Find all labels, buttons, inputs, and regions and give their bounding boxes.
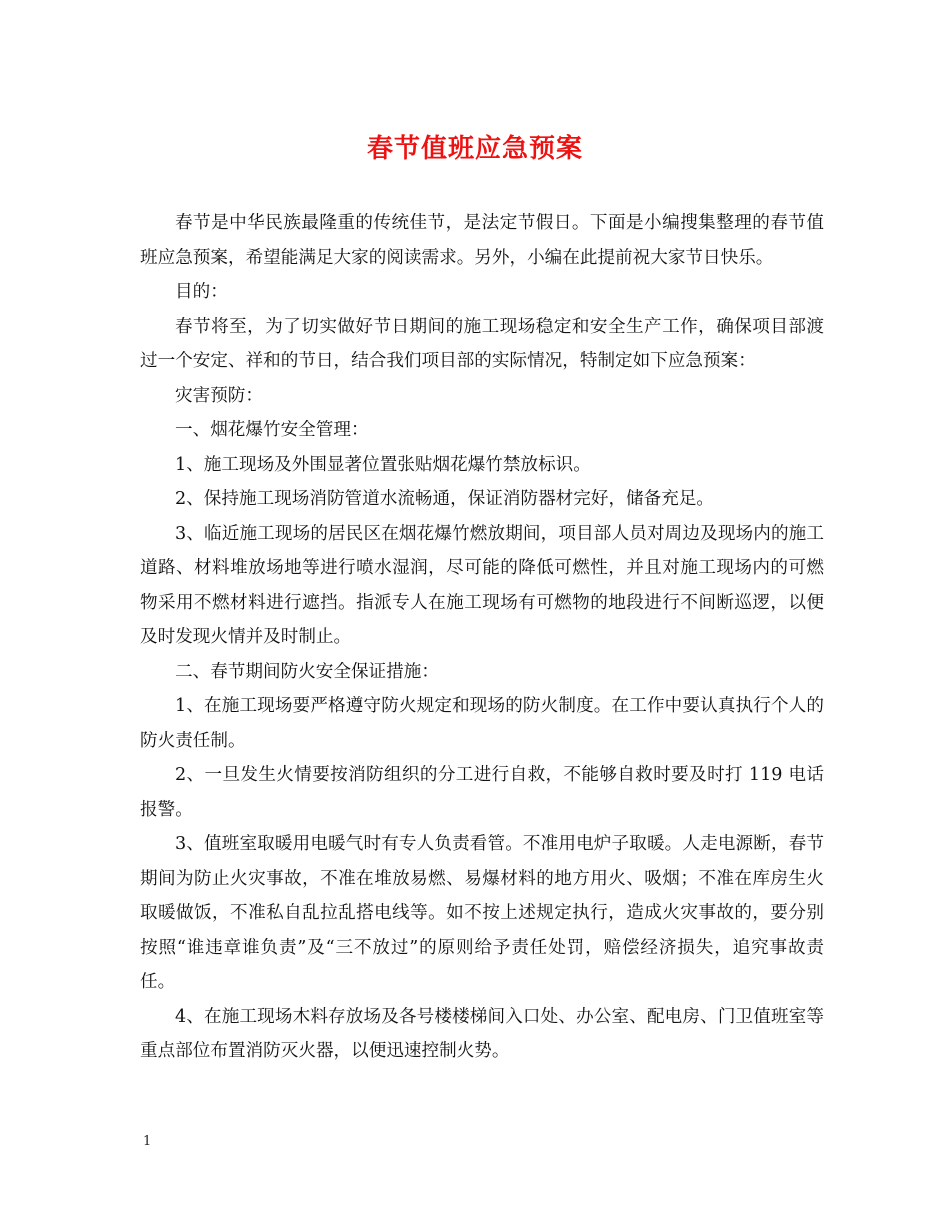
paragraph-disaster-prevention-heading: 灾害预防： <box>175 385 263 406</box>
paragraph-fire-safety-1: 1、在施工现场要严格遵守防火规定和现场的防火制度。在工作中要认真执行个人的防火责任制。 <box>140 696 824 751</box>
document-body <box>140 206 824 1069</box>
document-title: 春节值班应急预案 <box>366 134 583 164</box>
paragraph-fire-safety-4: 4、在施工现场木料存放场及各号楼楼梯间入口处、办公室、配电房、门卫值班室等重点部位布置消防灭火器，以便迅速控制火势。 <box>140 1006 824 1061</box>
paragraph-purpose: 春节将至，为了切实做好节日期间的施工现场稳定和安全生产工作，确保项目部渡过一个安定、祥和的节日，结合我们项目部的实际情况，特制定如下应急预案： <box>140 316 824 371</box>
section-heading-fire-safety: 二、春节期间防火安全保证措施： <box>175 661 439 682</box>
page-number: 1 <box>143 1134 152 1149</box>
paragraph-fire-safety-2: 2、一旦发生火情要按消防组织的分工进行自救，不能够自救时要及时打 119 电话报警。 <box>140 765 824 820</box>
paragraph-fireworks-2: 2、保持施工现场消防管道水流畅通，保证消防器材完好，储备充足。 <box>175 489 715 509</box>
paragraph-fireworks-1: 1、施工现场及外围显著位置张贴烟花爆竹禁放标识。 <box>175 454 591 475</box>
paragraph-purpose-heading: 目的： <box>175 282 228 302</box>
section-heading-fireworks: 一、烟花爆竹安全管理： <box>175 420 369 440</box>
paragraph-intro: 春节是中华民族最隆重的传统佳节，是法定节假日。下面是小编搜集整理的春节值班应急预案，希望能满足大家的阅读需求。另外，小编在此提前祝大家节日快乐。 <box>140 213 824 268</box>
paragraph-fire-safety-3: 3、值班室取暖用电暖气时有专人负责看管。不准用电炉子取暖。人走电源断，春节期间为防止火灾事故，不准在堆放易燃、易爆材料的地方用火、吸烟；不准在库房生火取暖做饭，不准私自乱拉乱搭电线等。如不按上述规定执行，造成火灾事故的，要分别按照“谁违章谁负责”及“三不放过”的原则给予责任处罚，赔偿经济损失，追究事故责任。 <box>140 834 824 992</box>
paragraph-fireworks-3: 3、临近施工现场的居民区在烟花爆竹燃放期间，项目部人员对周边及现场内的施工道路、材料堆放场地等进行喷水湿润，尽可能的降低可燃性，并且对施工现场内的可燃物采用不燃材料进行遮挡。指派专人在施工现场有可燃物的地段进行不间断巡逻，以便及时发现火情并及时制止。 <box>140 523 824 647</box>
